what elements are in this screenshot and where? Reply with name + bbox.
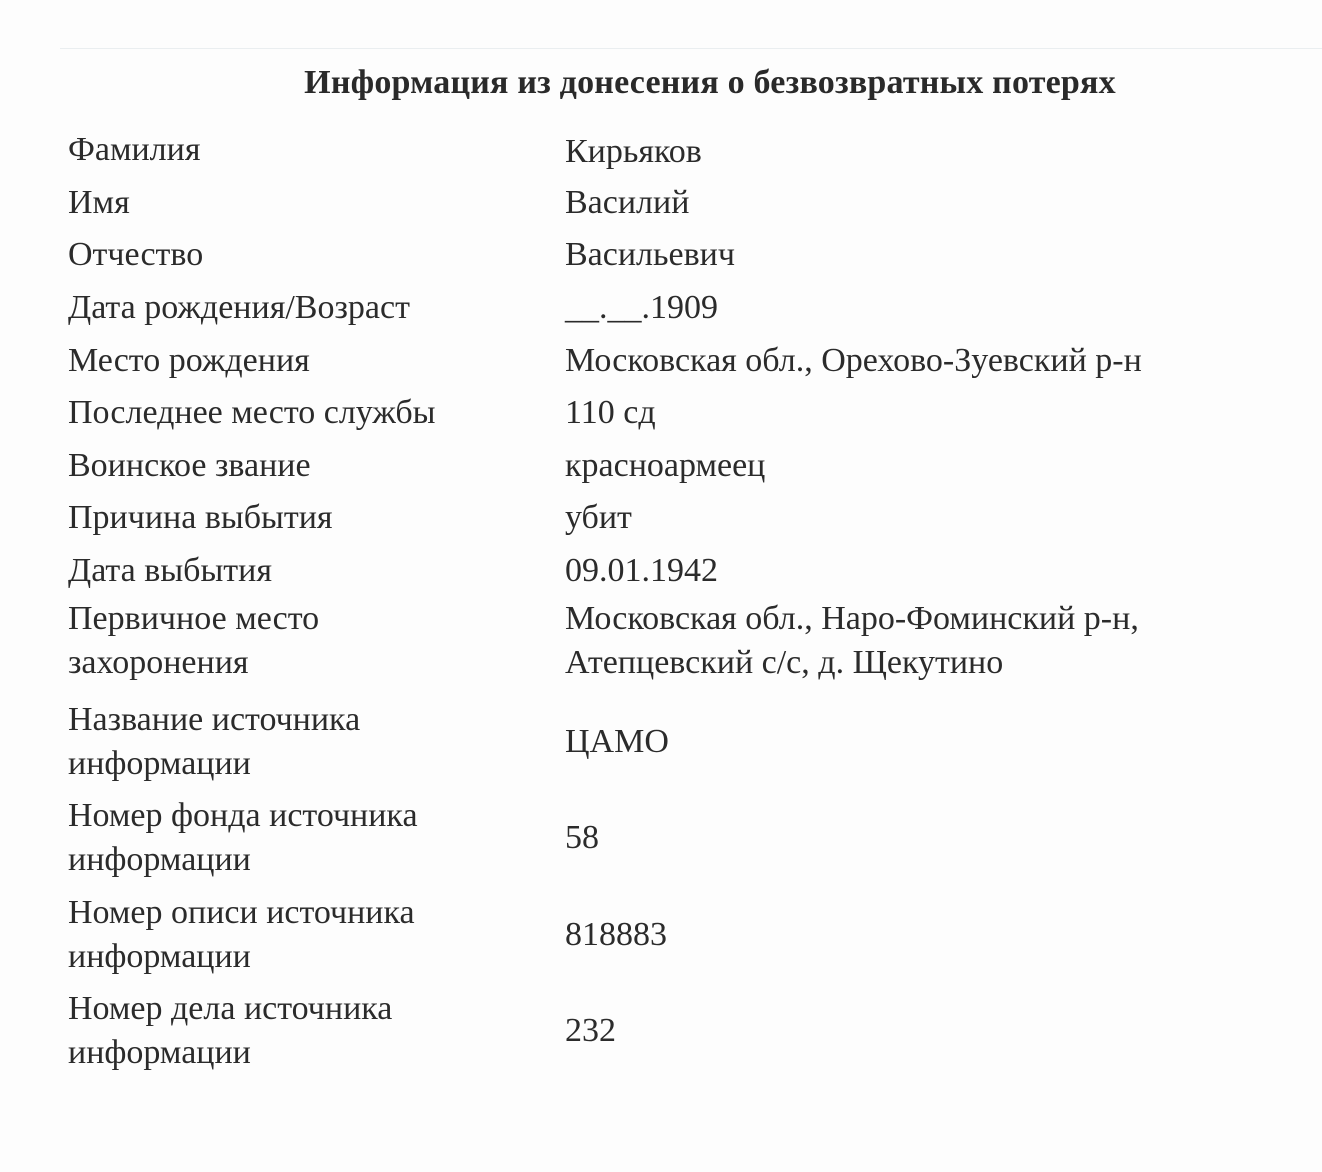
field-row-loss-date — [68, 545, 1308, 598]
field-value: 110 сд — [565, 394, 656, 432]
field-row-rank — [68, 440, 1308, 493]
field-label: Номер описи источника информации — [68, 893, 415, 975]
field-label: Дата рождения/Возраст — [68, 289, 410, 327]
field-value: Василий — [565, 183, 690, 221]
field-row-fond-number — [68, 790, 1308, 887]
field-value: __.__.1909 — [565, 289, 718, 327]
field-row-birth-date — [68, 282, 1308, 335]
field-label: Последнее место службы — [68, 394, 436, 432]
field-label: Номер дела источника информации — [68, 990, 393, 1072]
field-label: Название источника информации — [68, 700, 361, 782]
field-row-cause — [68, 492, 1308, 545]
field-value: Васильевич — [565, 236, 735, 274]
document-title: Информация из донесения о безвозвратных потерях — [304, 64, 1116, 101]
field-value: 818883 — [565, 915, 667, 953]
field-row-source-name — [68, 693, 1308, 790]
field-value: 09.01.1942 — [565, 552, 718, 590]
field-value: убит — [565, 499, 632, 537]
field-value: 232 — [565, 1012, 616, 1050]
field-row-inventory-number — [68, 886, 1308, 983]
field-row-name — [68, 177, 1308, 230]
record-table — [68, 124, 1308, 1079]
field-row-burial-place — [68, 597, 1308, 693]
field-row-surname — [68, 124, 1308, 177]
field-label: Отчество — [68, 236, 204, 274]
field-label: Первичное место захоронения — [68, 600, 320, 682]
field-row-birth-place — [68, 334, 1308, 387]
field-label: Причина выбытия — [68, 499, 333, 537]
field-value: Кирьяков — [565, 133, 702, 171]
field-row-last-service — [68, 387, 1308, 440]
field-value: Московская обл., Орехово-Зуевский р-н — [565, 341, 1142, 379]
field-value: красноармеец — [565, 446, 766, 484]
field-row-case-number — [68, 983, 1308, 1080]
scan-edge-line — [60, 48, 1322, 49]
field-label: Фамилия — [68, 131, 201, 169]
field-label: Дата выбытия — [68, 552, 272, 590]
field-value: ЦАМО — [565, 722, 669, 760]
field-value: 58 — [565, 819, 599, 857]
field-label: Имя — [68, 183, 130, 221]
field-label: Номер фонда источника информации — [68, 797, 418, 879]
field-row-patronymic — [68, 229, 1308, 282]
field-value: Московская обл., Наро-Фоминский р-н, Атепцевский с/с, д. Щекутино — [565, 600, 1139, 682]
field-label: Воинское звание — [68, 446, 311, 484]
field-label: Место рождения — [68, 341, 310, 379]
